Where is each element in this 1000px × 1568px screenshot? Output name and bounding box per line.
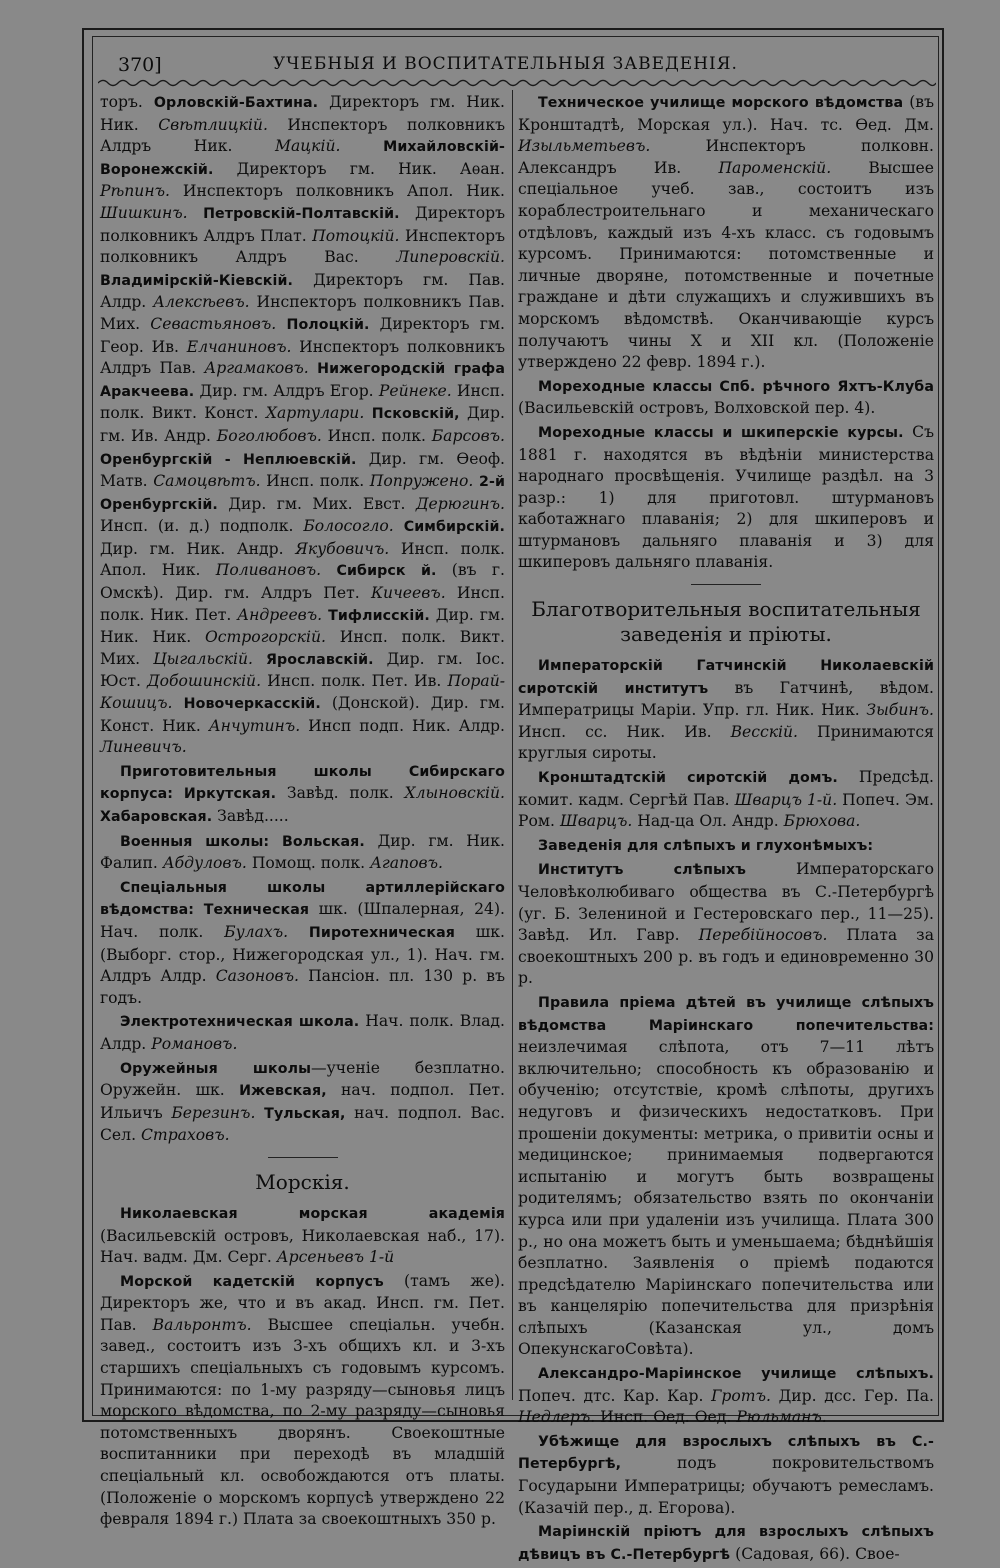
text: (тамъ же). Директоръ же, что и въ акад. Инсп. гм. Пет. Пав. <box>100 1271 505 1334</box>
person-name: Андреевъ. <box>237 605 323 624</box>
person-name: Боголюбовъ. <box>216 426 322 445</box>
person-name: Страховъ. <box>140 1126 230 1145</box>
text: Директоръ гм. Ник. Аѳан. <box>213 159 505 178</box>
person-name: Березинъ. <box>171 1103 256 1122</box>
person-name: Попружено. <box>369 472 474 491</box>
column-divider <box>512 90 513 1400</box>
paragraph-cadet-corps <box>100 92 505 759</box>
text: Инсп. полк. Викт. Мих. <box>100 628 505 668</box>
school-name: Спеціальныя школы артиллерійскаго вѣдомства: Техническая <box>100 879 505 919</box>
person-name: Шишкинъ. <box>100 203 188 222</box>
text: Инспекторъ полковникъ Алдръ Пав. <box>100 337 505 378</box>
person-name: Зыбинъ. <box>866 701 934 720</box>
school-name: Ярославскій. <box>253 651 374 668</box>
subheading-text: Заведенія для слѣпыхъ и глухонѣмыхъ: <box>538 837 874 854</box>
person-name: Булахъ. <box>224 922 289 941</box>
text: Плата за своекоштныхъ 200 р. въ годъ и единовременно 30 р. <box>518 926 934 988</box>
paragraph-armory-schools <box>100 1058 505 1147</box>
paragraph-blind-institute <box>518 859 934 990</box>
person-name: Самоцвѣтъ. <box>153 472 261 491</box>
school-name: Императорскій Гатчинскій Николаевскій сиротскій институтъ <box>518 658 934 697</box>
text: Дир. гм. Ник. Ник. <box>100 605 505 647</box>
page-number: 370] <box>118 54 162 76</box>
text: Инсп. сс. Ник. Ив. <box>518 722 731 741</box>
text: Завѣд. полк. <box>276 784 405 803</box>
header-wavy-rule <box>98 78 936 88</box>
text: Инспекторъ полковникъ Алдръ Вас. <box>100 226 506 267</box>
person-name: Дерюгинъ. <box>415 494 505 513</box>
text: Помощ. полк. <box>246 854 371 873</box>
person-name: Хартулари. <box>265 404 365 423</box>
text: (въ г. Омскѣ). Дир. гм. Алдръ Пет. <box>100 561 505 603</box>
person-name: Поливановъ. <box>215 561 322 580</box>
text: Директоръ гм. Пав. Алдр. <box>100 270 505 312</box>
school-name: Полоцкій. <box>276 316 370 333</box>
text: Дир. гм. Мих. Евст. <box>217 494 416 513</box>
person-name: Елчаниновъ. <box>186 337 292 356</box>
person-name: Цыгальскій. <box>153 649 253 668</box>
person-name: Пароменскій. <box>718 158 832 177</box>
paragraph-gatchina-institute <box>518 655 934 765</box>
person-name: Болосогло. <box>303 517 394 536</box>
paragraph-military-schools <box>100 831 505 875</box>
person-name: Агаповъ. <box>370 854 443 873</box>
text: Директоръ гм. Ник. Ник. <box>100 93 505 134</box>
person-name: Острогорскій. <box>204 628 326 647</box>
subheading-blind-deaf <box>518 835 934 858</box>
text: Над-ца Ол. Андр. <box>632 812 784 831</box>
text: Инсп. полк. Викт. Конст. <box>100 381 505 423</box>
school-name: 2-й Оренбургскій. <box>100 474 505 513</box>
paragraph-electrotechnical <box>100 1011 505 1055</box>
paragraph-kronstadt-orphanage <box>518 767 934 833</box>
school-name: Оружейныя школы <box>120 1060 312 1077</box>
person-name: Якубовичъ. <box>295 539 390 558</box>
person-name: Липеровскій. <box>396 248 505 267</box>
person-name: Рейнеке. <box>378 381 452 400</box>
school-name: Симбирскій. <box>393 519 505 536</box>
school-name: Мореходные классы и шкиперскіе курсы. <box>538 424 904 441</box>
text: Дир. гм. Ив. Андр. <box>100 404 505 445</box>
person-name: Недлеръ. <box>518 1408 596 1427</box>
school-name: Мореходные классы Спб. рѣчного Яхтъ-Клуба <box>538 378 934 395</box>
school-name: Военныя школы: Вольская. <box>120 833 365 850</box>
paragraph-admission-rules <box>518 992 934 1361</box>
text: въ Гатчинѣ, вѣдом. Императрицы Маріи. Упр. гл. Ник. Ник. <box>518 678 934 720</box>
section-heading-charity: Благотворительныя воспитательныя заведенія и пріюты. <box>531 597 921 647</box>
text: Инспекторъ полковникъ Апол. Ник. <box>169 182 505 201</box>
school-name: Тифлисскій. <box>322 607 430 624</box>
school-name: Морской кадетскій корпусъ <box>120 1273 384 1290</box>
text: Инсп. (и. д.) подполк. <box>100 517 304 536</box>
paragraph-adult-blind-shelter <box>518 1431 934 1519</box>
text: Пансіон. пл. 130 р. въ годъ. <box>100 967 505 1007</box>
text: Инсп. полк. Ник. Пет. <box>100 584 505 624</box>
school-name: Техническое училище морского вѣдомства <box>538 95 904 111</box>
school-name: Петровскій-Полтавскій. <box>187 205 400 222</box>
person-name: Аргамаковъ. <box>204 359 309 378</box>
paragraph-artillery-schools <box>100 877 505 1010</box>
school-name: Приготовительныя школы Сибирскаго корпуса: Иркутская. <box>100 763 505 803</box>
text: Инспекторъ полковн. Александръ Ив. <box>518 137 934 177</box>
left-column <box>100 92 505 1533</box>
text: Высшее спеціальн. учебн. завед., состоитъ изъ 3-хъ общихъ кл. и 3-хъ старшихъ спеціальныхъ съ годовымъ курсомъ. Принимаются: по 1-му разряду—сыновья лицъ морского вѣдомства, по 2-му разряду—сыновья потомственныхъ дворянъ. Своекоштные воспитанники при переходѣ въ младшій спеціальный кл. освобождаются отъ платы. (Положеніе о морскомъ корпусѣ утверждено 22 февраля 1894 г.) Плата за своекоштныхъ 350 р. <box>100 1315 505 1529</box>
text: Инспекторъ полковникъ Алдръ Ник. <box>100 115 505 156</box>
text: Инсп. полк. <box>260 472 370 491</box>
text: шк. (Выборг. стор., Нижегородская ул., 1). Нач. гм. Алдръ Алдр. <box>100 922 505 986</box>
text: подъ покровительствомъ Государыни Императрицы; обучаютъ ремесламъ. (Казачій пер., д. Егорова). <box>518 1454 934 1517</box>
text: Директоръ гм. Геор. Ив. <box>100 314 505 356</box>
text: Предсѣд. комит. кадм. Сергѣй Пав. <box>518 768 934 809</box>
paragraph-naval-academy <box>100 1203 505 1269</box>
person-name: Шварцъ 1-й. <box>734 790 838 809</box>
text: (въ Кронштадтѣ, Морская ул.). Нач. тс. Ѳед. Дм. <box>518 93 934 134</box>
text: Инсп. полк. Апол. Ник. <box>100 539 505 580</box>
person-name: Вальронтъ. <box>152 1315 252 1334</box>
section-separator <box>691 584 761 585</box>
person-name: Барсовъ. <box>431 426 505 445</box>
school-name: Пиротехническая <box>288 924 455 941</box>
person-name: Мацкій. <box>275 137 341 156</box>
person-name: Хлыновскій. <box>404 784 506 803</box>
text: Дир. гм. Іос. Юст. <box>100 649 506 691</box>
paragraph-skipper-courses <box>518 422 934 574</box>
section-heading-naval: Морскія. <box>255 1169 350 1194</box>
school-name: Электротехническая школа. <box>120 1014 360 1031</box>
person-name: Линевичъ. <box>100 738 187 757</box>
text: —ученіе безплатно. Оружейн. шк. <box>100 1058 505 1100</box>
text: (Васильевскій островъ, Волховской пер. 4). <box>518 399 876 418</box>
text: Дир. гм. Алдръ Егор. <box>194 381 379 400</box>
person-name: Изыльметьевъ. <box>518 137 651 156</box>
text: Попеч. дтс. Кар. Кар. <box>518 1386 712 1405</box>
school-name: Орловскій-Бахтина. <box>153 95 319 111</box>
person-name: Кичеевъ. <box>370 584 446 603</box>
school-name: Николаевская морская академія <box>120 1205 505 1222</box>
paragraph-prep-schools <box>100 761 505 829</box>
person-name: Шварцъ. <box>559 812 633 831</box>
text: Инсп подп. Ник. Алдр. <box>300 716 505 735</box>
text: шк. (Шпалерная, 24). Нач. полк. <box>100 900 505 941</box>
text: Высшее спеціальное учеб. зав., состоитъ изъ кораблестроительнаго и механическаго отдѣловъ, каждый изъ 4-хъ класс. съ годовымъ курсомъ. Принимаются: потомственные и личные дворяне, потомственные и почетные граждане и дѣти служащихъ и служившихъ въ морскомъ вѣдомствѣ. Оканчивающіе курсъ получаютъ чины X и XII кл. (Положеніе утверждено 22 февр. 1894 г.). <box>518 158 934 372</box>
paragraph-yacht-club-classes <box>518 376 934 420</box>
school-name: Владимірскій-Кіевскій. <box>100 272 294 289</box>
school-name: Новочеркасскій. <box>172 696 321 713</box>
person-name: Добошинскій. <box>146 672 262 691</box>
page-title: УЧЕБНЫЯ И ВОСПИТАТЕЛЬНЫЯ ЗАВЕДЕНІЯ. <box>273 54 738 74</box>
text: Дир. дсс. Гер. Па. <box>770 1386 934 1405</box>
text: Дир. гм. Ѳеоф. Матв. <box>100 449 505 491</box>
text: (Васильевскій островъ, Николаевская наб., 17). Нач. вадм. Дм. Серг. <box>100 1226 505 1267</box>
paragraph-alexandro-mariinsky <box>518 1363 934 1429</box>
school-name: Институтъ слѣпыхъ <box>538 862 747 879</box>
text: Дир. гм. Ник. Андр. <box>100 539 296 558</box>
person-name: Рюльманъ. <box>736 1408 827 1427</box>
paragraph-naval-cadet-corps <box>100 1271 505 1531</box>
text: Императорскаго Человѣколюбиваго общества въ С.-Петербургѣ (уг. Б. Зелениной и Гестеровскаго пер., 11—25). Завѣд. Ил. Гавр. <box>518 860 935 945</box>
text: Инспекторъ полковникъ Пав. Мих. <box>100 293 505 333</box>
text: Инсп. полк. <box>321 426 432 445</box>
person-name: Весскій. <box>730 722 799 741</box>
section-separator <box>268 1157 338 1158</box>
text: нач. подпол. Вас. Сел. <box>100 1103 505 1145</box>
person-name: Порай-Кошицъ. <box>100 672 506 713</box>
paragraph-naval-technical-school <box>518 92 934 374</box>
text: Дир. гм. Ник. Фалип. <box>100 831 505 873</box>
person-name: Потоцкій. <box>312 226 400 245</box>
school-name: Александро-Маріинское училище слѣпыхъ. <box>538 1366 934 1383</box>
person-name: Брюхова. <box>783 812 861 831</box>
school-name: Михайловскій-Воронежскій. <box>100 139 505 178</box>
rules-heading: Правила пріема дѣтей въ училище слѣпыхъ вѣдомства Маріинскаго попечительства: <box>518 994 934 1034</box>
text: Принимаются круглыя сироты. <box>518 722 934 763</box>
person-name: Сазоновъ. <box>215 967 299 986</box>
person-name: Алексѣевъ. <box>153 293 250 312</box>
person-name: Севастьяновъ. <box>150 314 277 333</box>
school-name: Кронштадтскій сиротскій домъ. <box>538 770 838 787</box>
person-name: Романовъ. <box>151 1034 238 1053</box>
school-name: Псковскій, <box>364 406 460 423</box>
school-name: Сибирск й. <box>321 563 437 580</box>
school-name: Маріинскій пріютъ для взрослыхъ слѣпыхъ дѣвицъ въ С.-Петербургѣ <box>518 1524 934 1563</box>
text: нач. подпол. Пет. Ильичъ <box>100 1081 506 1122</box>
text: Нач. полк. Влад. Алдр. <box>100 1012 505 1053</box>
person-name: Анчутинъ. <box>208 716 301 735</box>
school-name: Хабаровская. <box>100 809 213 825</box>
person-name: Рѣпинъ. <box>100 182 170 201</box>
school-name: Тульская, <box>255 1105 346 1122</box>
text: Съ 1881 г. находятся въ вѣдѣніи министерства народнаго просвѣщенія. Училище раздѣл. на 3 разр.: 1) для приготовл. штурмановъ каботажнаго плаванія; 2) для шкиперовъ и штурмановъ дальняго плаванія и 3) для шкиперовъ дальняго плаванія. <box>518 422 934 572</box>
person-name: Свѣтлицкій. <box>158 115 268 134</box>
text: Инсп. полк. Пет. Ив. <box>261 672 448 691</box>
school-name: Убѣжище для взрослыхъ слѣпыхъ въ С.-Петербургѣ, <box>518 1433 934 1473</box>
person-name: Арсеньевъ 1-й <box>276 1248 395 1267</box>
text: Попеч. Эм. Ром. <box>518 790 934 831</box>
school-name: Оренбургскій - Неплюевскій. <box>100 451 357 468</box>
text: (Донской). Дир. гм. Конст. Ник. <box>100 694 505 735</box>
text: неизлечимая слѣпота, отъ 7—11 лѣтъ включительно; способность къ образованію и обученію; отсутствіе, кромѣ слѣпоты, другихъ недуговъ и физическихъ недостатковъ. При прошеніи документы: метрика, о привитіи осны и медицинское; принимаемыя подвергаются испытанію и могутъ быть возвращены родителямъ; обязательство взять по окончаніи курса или при удаленіи изъ училища. Плата 300 р., но она можетъ быть и уменьшаема; бѣднѣйшія безплатно. Заявленія о пріемѣ подаются предсѣдателю Маріинскаго попечительства или въ канцелярію попечительства для призрѣнія слѣпыхъ (Казанская ул., домъ ОпекунскагоСовѣта). <box>518 1038 934 1359</box>
text: торъ. <box>100 93 154 111</box>
text: Завѣд..... <box>212 807 289 825</box>
person-name: Перебійносовъ. <box>698 926 828 945</box>
person-name: Гротъ. <box>711 1386 771 1405</box>
text: Директоръ полковникъ Алдръ Плат. <box>100 203 505 245</box>
text: (Садовая, 66). Свое- <box>730 1544 900 1563</box>
school-name: Ижевская, <box>239 1083 327 1100</box>
person-name: Абдуловъ. <box>162 854 247 873</box>
text: Инсп. Ѳед. Ѳед. <box>595 1408 737 1427</box>
right-column <box>518 92 934 1568</box>
school-name: Нижегородскій графа Аракчеева. <box>100 361 505 400</box>
paragraph-mariinsky-shelter <box>518 1521 934 1566</box>
